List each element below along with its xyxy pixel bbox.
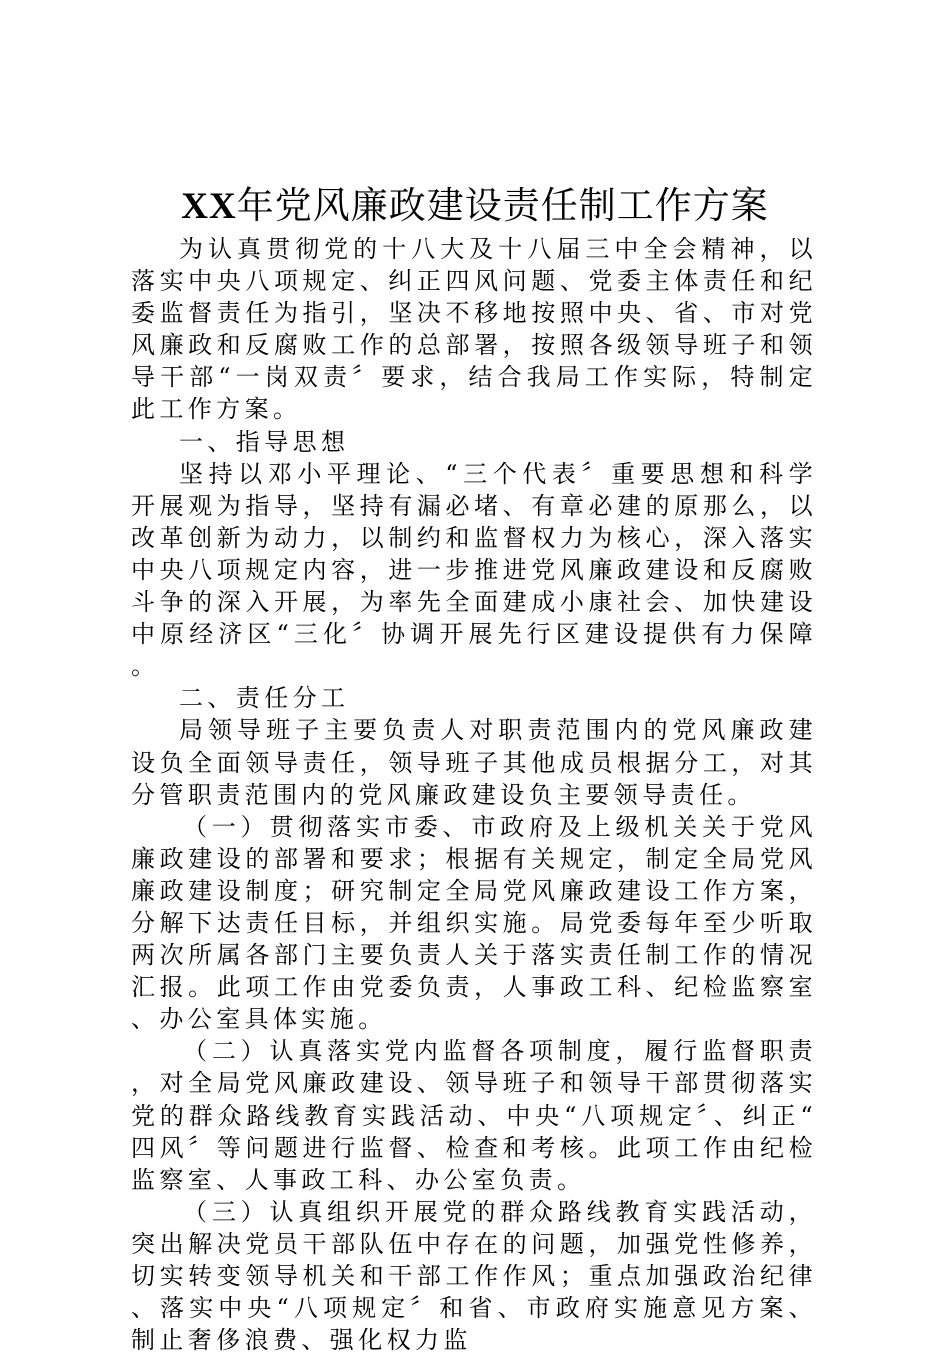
- responsibility-paragraph: 局领导班子主要负责人对职责范围内的党风廉政建设负全面领导责任，领导班子其他成员根据分工，对其分管职责范围内的党风廉政建设负主要领导责任。: [131, 716, 817, 809]
- guiding-thought-paragraph: 坚持以邓小平理论、“三个代表〞重要思想和科学开展观为指导，坚持有漏必堵、有章必建的原那么，以改革创新为动力，以制约和监督权力为核心，深入落实中央八项规定内容，进一步推进党风廉政建设和反腐败斗争的深入开展，为率先全面建成小康社会、加快建设中原经济区“三化〞协调开展先行区建设提供有力保障。: [131, 459, 817, 681]
- title-text: 年党风廉政建设责任制工作方案: [236, 184, 769, 227]
- intro-paragraph: 为认真贯彻党的十八大及十八届三中全会精神，以落实中央八项规定、纠正四风问题、党委主体责任和纪委监督责任为指引，坚决不移地按照中央、省、市对党风廉政和反腐败工作的总部署，按照各级领导班子和领导干部“一岗双责〞要求，结合我局工作实际，特制定此工作方案。: [131, 235, 817, 424]
- subitem-3-paragraph: （三）认真组织开展党的群众路线教育实践活动，突出解决党员干部队伍中存在的问题，加强党性修养，切实转变领导机关和干部工作作风；重点加强政治纪律、落实中央“八项规定〞和省、市政府实施意见方案、制止奢侈浪费、强化权力监: [131, 1197, 817, 1355]
- subitem-2-paragraph: （二）认真落实党内监督各项制度，履行监督职责，对全局党风廉政建设、领导班子和领导干部贯彻落实党的群众路线教育实践活动、中央“八项规定〞、纠正“四风〞等问题进行监督、检查和考核。此项工作由纪检监察室、人事政工科、办公室负责。: [131, 1037, 817, 1194]
- document-body: [131, 233, 817, 1356]
- subitem-1-paragraph: （一）贯彻落实市委、市政府及上级机关关于党风廉政建设的部署和要求；根据有关规定，制定全局党风廉政建设制度；研究制定全局党风廉政建设工作方案，分解下达责任目标，并组织实施。局党委每年至少听取两次所属各部门主要负责人关于落实责任制工作的情况汇报。此项工作由党委负责，人事政工科、纪检监察室、办公室具体实施。: [131, 812, 817, 1034]
- document-title: [0, 178, 950, 235]
- title-prefix: XX: [181, 186, 237, 227]
- section-heading-responsibility: 二、责任分工: [179, 684, 350, 713]
- section-heading-guiding-thought: 一、指导思想: [179, 427, 350, 456]
